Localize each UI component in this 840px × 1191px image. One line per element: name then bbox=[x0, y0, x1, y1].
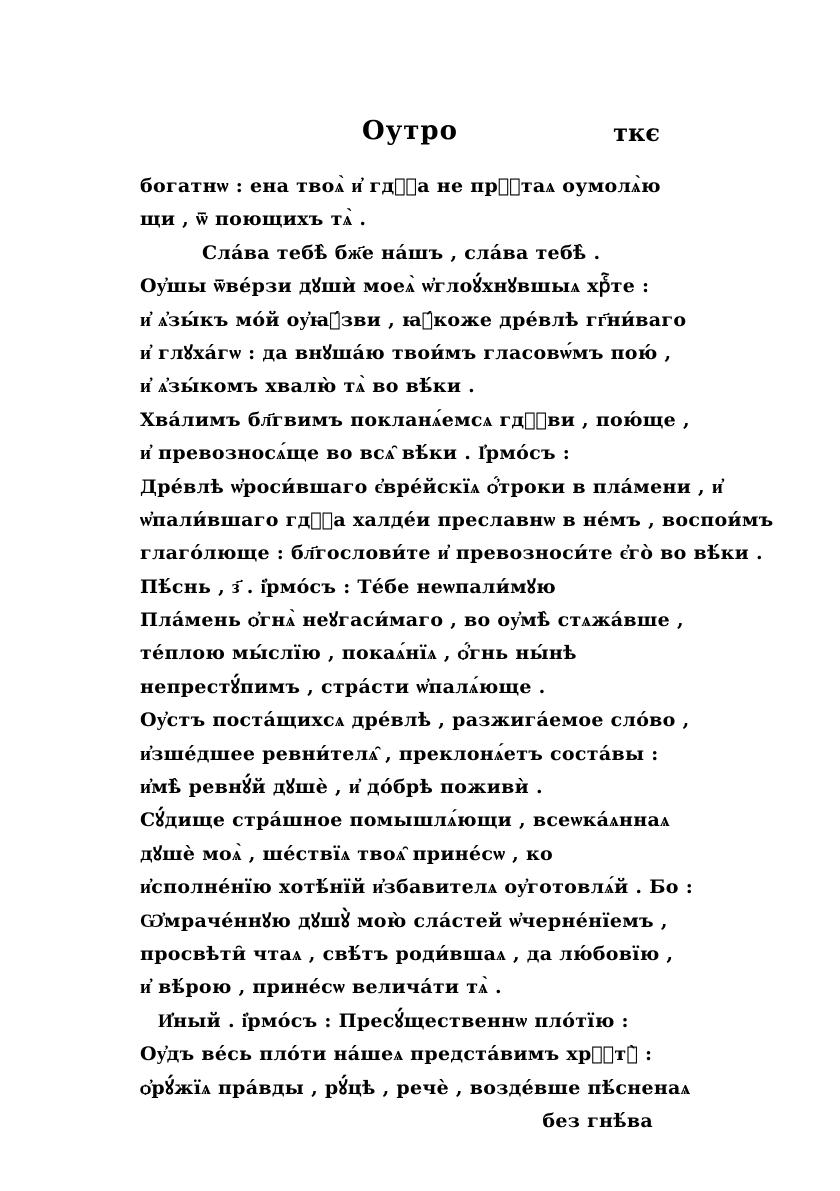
text-line: Оу҆шы ѿве́рзи дꙋшѝ моеѧ̀ ѡ҆глоꙋ́хнꙋвшыѧ хрⷭ҇те : bbox=[140, 275, 650, 298]
folio-number: ткє bbox=[613, 118, 660, 147]
text-line: Пла́мень ѻ҆гнѧ̀ неꙋгаси́маго , во оу҆мѣ̀ стѧжа́вше , bbox=[140, 609, 684, 632]
text-line: и҆ глꙋха́гѡ : да внꙋша́ю твои́мъ гласовѡ́мъ пою́ , bbox=[140, 341, 672, 364]
text-line: Хва́лимъ бл҃гвимъ покланѧ́емсѧ гдⷭ҇ви , пою́ще , bbox=[140, 408, 690, 431]
text-line: Сла́ва тебѣ̀ бж҃е на́шъ , сла́ва тебѣ̀ . bbox=[202, 241, 601, 264]
text-line: и҆ превозносѧ́ще во всѧ̑ вѣ́ки . І҆рмо́съ : bbox=[140, 442, 571, 465]
text-line: богатнѡ : ена твоѧ̀ и҆ гдⷭ҇а не прⷭ҇таѧ оумолѧ̀ю bbox=[140, 175, 661, 197]
text-line: Ѡ҆мраче́ннꙋю дꙋшꙋ̀ мою̀ сла́стей ѡ҆черне́нїемъ , bbox=[140, 909, 668, 932]
text-line: и҆мѣ̀ ревнꙋ́й дꙋшѐ , и҆ до́брѣ поживѝ . bbox=[140, 776, 543, 799]
text-line: ѻ҆рꙋ́жїѧ пра́вды , рꙋ́цѣ , речѐ , возде́вше пѣ́сненаѧ bbox=[140, 1076, 691, 1099]
text-line: и҆ ѧ҆зы́комъ хвалю̀ тѧ̀ во вѣ́ки . bbox=[140, 375, 476, 398]
text-line: щи , ѿ поющихъ тѧ̀ . bbox=[140, 208, 367, 231]
text-line: Сꙋ́дище стра́шное помышлѧ́ющи , всеѡка́ѧннаѧ bbox=[140, 809, 670, 832]
text-line: и҆сполне́нїю хотѣ́нїй и҆збавителѧ оу҆готовлѧ́й . Бо : bbox=[140, 876, 694, 899]
text-line: и҆ ѧ҆зы́къ мо́й оу҆ꙗ҆́зви , ꙗ҆́коже дре́влѣ гг҃ни́ваго bbox=[140, 308, 687, 331]
running-title: Оутро bbox=[362, 116, 458, 146]
text-line: дꙋшѐ моѧ̀ , ше́ствїѧ твоѧ̑ прине́сѡ , ко bbox=[140, 842, 554, 865]
catchword: без гнѣ́ва bbox=[542, 1109, 653, 1132]
text-line: И҆ный . і҆рмо́съ : Пресꙋ́щественнѡ пло́тїю : bbox=[158, 1009, 629, 1032]
text-line: Оу҆стъ поста́щихсѧ дре́влѣ , разжига́емое сло́во , bbox=[140, 709, 690, 732]
text-line: непрестꙋ́пимъ , стра́сти ѡ҆палѧ́юще . bbox=[140, 675, 546, 698]
text-line: ѡ҆пали́вшаго гдⷭ҇а халде́и преславнѡ в не́мъ , воспои́мъ bbox=[140, 508, 774, 531]
text-line: и҆зше́дшее ревни́телѧ̑ , преклонѧ́етъ соста́вы : bbox=[140, 742, 659, 765]
text-line: глаго́люще : бл҃гослови́те и҆ превозноси́те є҆го̀ во вѣ́ки . bbox=[140, 542, 763, 565]
text-line: просвѣти̑ чтаѧ , свѣ́тъ роди́вшаѧ , да лю́бовїю , bbox=[140, 942, 674, 965]
text-line: Пѣ́снь , з҃ . і҆рмо́съ : Те́бе неѡпали́мꙋю bbox=[140, 575, 556, 598]
text-block bbox=[140, 170, 774, 1138]
text-line: Дре́влѣ ѡ҆роси́вшаго є҆вре́йскїѧ ѻ҆́троки в пла́мени , и҆ bbox=[140, 475, 724, 498]
text-line: те́плою мы́слїю , покаѧ́нїѧ , ѻ҆́гнь ны́нѣ bbox=[140, 642, 577, 665]
running-head bbox=[140, 112, 670, 162]
text-line: Оу҆дъ ве́сь пло́ти на́шеѧ предста́вимъ хрⷭ҇тꙋ̀ : bbox=[140, 1043, 653, 1066]
text-line: и҆ вѣ́рою , прине́сѡ велича́ти тѧ̀ . bbox=[140, 976, 502, 999]
